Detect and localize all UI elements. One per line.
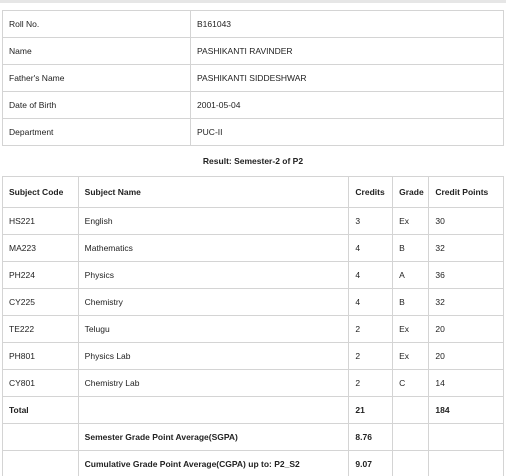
info-label: Date of Birth <box>3 92 191 119</box>
grades-table <box>2 176 504 476</box>
credit-points: 32 <box>429 289 504 316</box>
info-row-department <box>3 119 504 146</box>
grades-header-row <box>3 177 504 208</box>
credits: 4 <box>349 262 393 289</box>
empty-cell <box>429 424 504 451</box>
info-row-roll-no <box>3 11 504 38</box>
info-value: 2001-05-04 <box>191 92 504 119</box>
table-row <box>3 262 504 289</box>
info-value: PUC-II <box>191 119 504 146</box>
empty-cell <box>3 424 79 451</box>
grade: A <box>393 262 429 289</box>
credit-points: 32 <box>429 235 504 262</box>
top-divider <box>0 0 506 3</box>
empty-cell <box>393 451 429 476</box>
subject-code: CY225 <box>3 289 79 316</box>
credits: 4 <box>349 235 393 262</box>
empty-cell <box>393 424 429 451</box>
total-label: Total <box>3 397 79 424</box>
subject-code: PH224 <box>3 262 79 289</box>
header-credits: Credits <box>349 177 393 208</box>
cgpa-row <box>3 451 504 476</box>
total-credit-points: 184 <box>429 397 504 424</box>
empty-cell <box>3 451 79 476</box>
info-label: Department <box>3 119 191 146</box>
info-value: PASHIKANTI RAVINDER <box>191 38 504 65</box>
subject-code: PH801 <box>3 343 79 370</box>
table-row <box>3 370 504 397</box>
subject-code: HS221 <box>3 208 79 235</box>
table-row <box>3 343 504 370</box>
credits: 2 <box>349 316 393 343</box>
cgpa-label: Cumulative Grade Point Average(CGPA) up to: P2_S2 <box>78 451 349 476</box>
sgpa-label: Semester Grade Point Average(SGPA) <box>78 424 349 451</box>
info-value: B161043 <box>191 11 504 38</box>
subject-code: MA223 <box>3 235 79 262</box>
table-row <box>3 208 504 235</box>
subject-name: English <box>78 208 349 235</box>
credits: 2 <box>349 370 393 397</box>
credit-points: 14 <box>429 370 504 397</box>
header-subject-name: Subject Name <box>78 177 349 208</box>
header-subject-code: Subject Code <box>3 177 79 208</box>
info-value: PASHIKANTI SIDDESHWAR <box>191 65 504 92</box>
info-row-name <box>3 38 504 65</box>
credit-points: 20 <box>429 316 504 343</box>
credits: 3 <box>349 208 393 235</box>
subject-code: TE222 <box>3 316 79 343</box>
table-row <box>3 316 504 343</box>
table-row <box>3 235 504 262</box>
empty-cell <box>429 451 504 476</box>
info-label: Father's Name <box>3 65 191 92</box>
credit-points: 30 <box>429 208 504 235</box>
sgpa-value: 8.76 <box>349 424 393 451</box>
total-row <box>3 397 504 424</box>
table-row <box>3 289 504 316</box>
sgpa-row <box>3 424 504 451</box>
subject-name: Chemistry Lab <box>78 370 349 397</box>
info-row-fathers-name <box>3 65 504 92</box>
cgpa-value: 9.07 <box>349 451 393 476</box>
empty-cell <box>78 397 349 424</box>
subject-name: Chemistry <box>78 289 349 316</box>
header-grade: Grade <box>393 177 429 208</box>
grade: Ex <box>393 316 429 343</box>
result-title: Result: Semester-2 of P2 <box>202 156 304 166</box>
grade: Ex <box>393 343 429 370</box>
subject-code: CY801 <box>3 370 79 397</box>
empty-cell <box>393 397 429 424</box>
info-row-date-of-birth <box>3 92 504 119</box>
grade: B <box>393 289 429 316</box>
total-credits: 21 <box>349 397 393 424</box>
grade: C <box>393 370 429 397</box>
subject-name: Mathematics <box>78 235 349 262</box>
credits: 2 <box>349 343 393 370</box>
grade: Ex <box>393 208 429 235</box>
credit-points: 20 <box>429 343 504 370</box>
subject-name: Telugu <box>78 316 349 343</box>
credits: 4 <box>349 289 393 316</box>
subject-name: Physics <box>78 262 349 289</box>
info-label: Name <box>3 38 191 65</box>
subject-name: Physics Lab <box>78 343 349 370</box>
grade: B <box>393 235 429 262</box>
student-info-table <box>2 10 504 146</box>
info-label: Roll No. <box>3 11 191 38</box>
header-credit-points: Credit Points <box>429 177 504 208</box>
credit-points: 36 <box>429 262 504 289</box>
